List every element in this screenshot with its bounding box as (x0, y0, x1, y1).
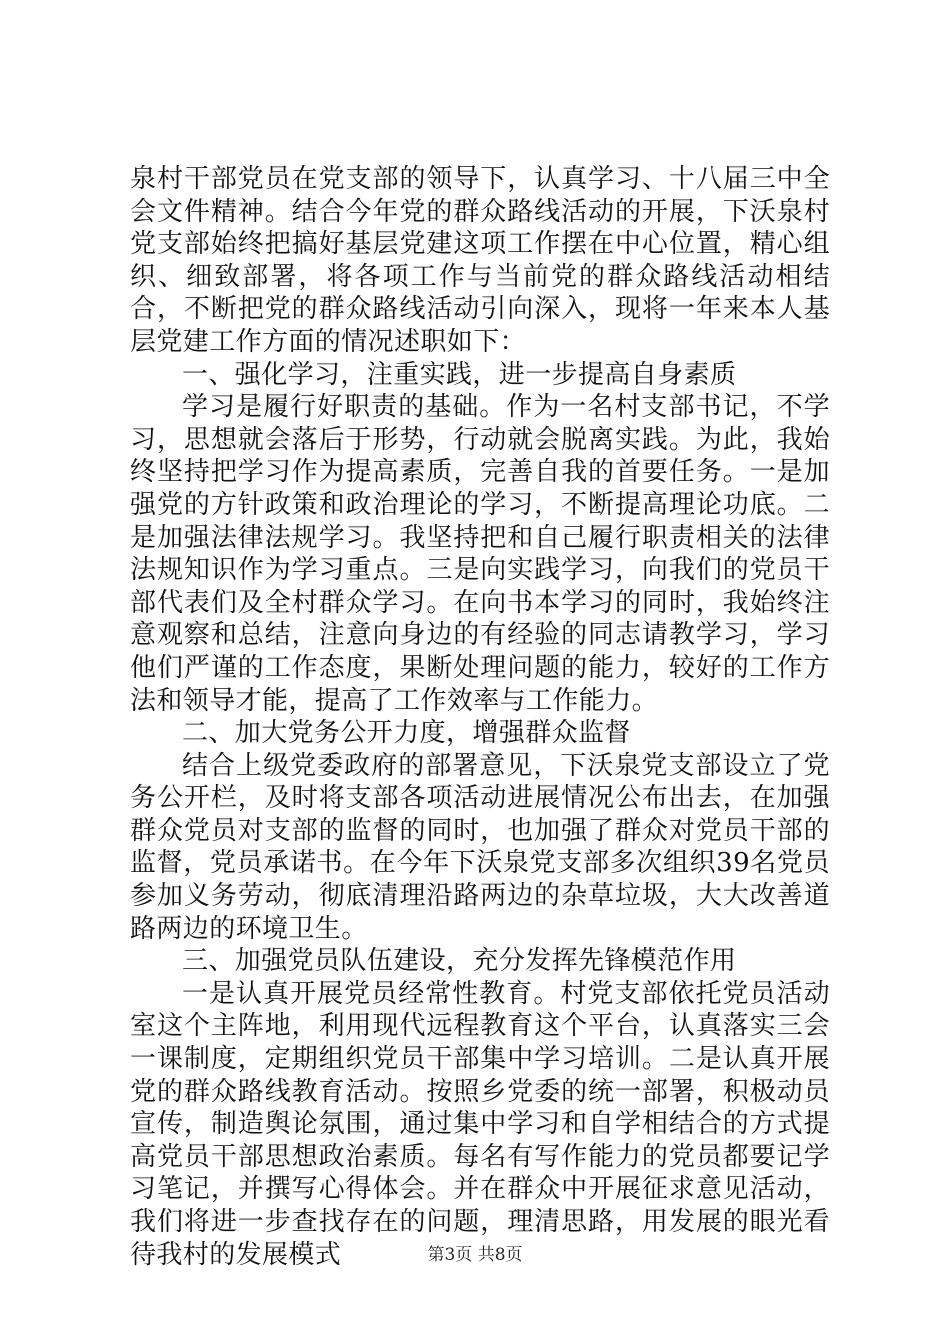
page-number-label: 第3页 共8页 (427, 1245, 523, 1265)
paragraph-study: 学习是履行好职责的基础。作为一名村支部书记，不学习，思想就会落后于形势，行动就会脱离实践。为此，我始终坚持把学习作为提高素质，完善自我的首要任务。一是加强党的方针政策和政治理论的学习，不断提高理论功底。二是加强法律法规学习。我坚持把和自己履行职责相关的法律法规知识作为学习重点。三是向实践学习，向我们的党员干部代表们及全村群众学习。在向书本学习的同时，我始终注意观察和总结，注意向身边的有经验的同志请教学习，学习他们严谨的工作态度，果断处理问题的能力，较好的工作方法和领导才能，提高了工作效率与工作能力。 (130, 392, 830, 716)
paragraph-team-building: 一是认真开展党员经常性教育。村党支部依托党员活动室这个主阵地，利用现代远程教育这个平台，认真落实三会一课制度，定期组织党员干部集中学习培训。二是认真开展党的群众路线教育活动。按照乡党委的统一部署，积极动员宣传，制造舆论氛围，通过集中学习和自学相结合的方式提高党员干部思想政治素质。每名有写作能力的党员都要记学习笔记，并撰写心得体会。并在群众中开展征求意见活动，我们将进一步查找存在的问题，理清思路，用发展的眼光看待我村的发展模式 (130, 978, 830, 1270)
section-heading-2: 二、加大党务公开力度，增强群众监督 (182, 718, 631, 749)
paragraph-continuation: 泉村干部党员在党支部的领导下，认真学习、十八届三中全会文件精神。结合今年党的群众路线活动的开展，下沃泉村党支部始终把搞好基层党建这项工作摆在中心位置，精心组织、细致部署，将各项工作与当前党的群众路线活动相结合，不断把党的群众路线活动引向深入，现将一年来本人基层党建工作方面的情况述职如下： (130, 164, 830, 357)
document-body (130, 163, 830, 1271)
paragraph-openness: 结合上级党委政府的部署意见，下沃泉党支部设立了党务公开栏，及时将支部各项活动进展情况公布出去，在加强群众党员对支部的监督的同时，也加强了群众对党员干部的监督，党员承诺书。在今年下沃泉党支部多次组织39名党员参加义务劳动，彻底清理沿路两边的杂草垃圾，大大改善道路两边的环境卫生。 (130, 750, 830, 944)
section-heading-1: 一、强化学习，注重实践，进一步提高自身素质 (182, 359, 737, 390)
section-heading-3: 三、加强党员队伍建设，充分发挥先锋模范作用 (182, 946, 737, 977)
page-footer (0, 1240, 950, 1265)
